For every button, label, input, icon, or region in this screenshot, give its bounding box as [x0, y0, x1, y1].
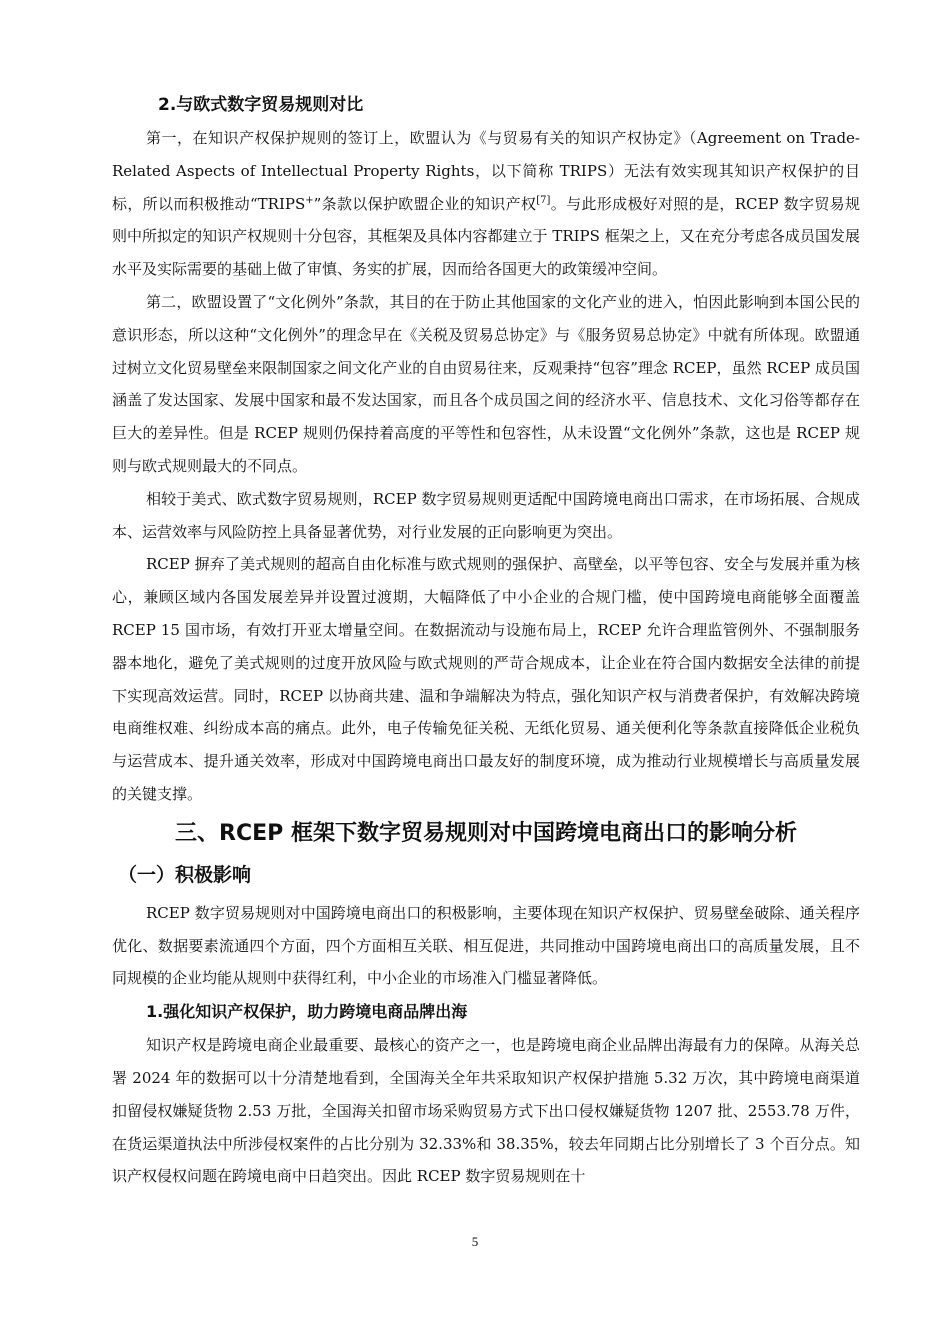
citation-7: [7]	[536, 194, 551, 206]
page-content	[112, 90, 860, 1193]
paragraph-ip-text-start: 第一，在知识产权保护规则的签订上，欧盟认为《与贸易有关的知识产权协定》（Agreement on Trade-Related Aspects of Intellectual Property Rights，以下简称 TRIPS）无法有效实现其知识产权保护的目标，所以而积极推动“TRIPS	[112, 129, 860, 213]
item-heading-ip-protection: 1.强化知识产权保护，助力跨境电商品牌出海	[146, 1002, 468, 1022]
paragraph-ip-protection	[112, 122, 860, 286]
paragraph-ip-text-middle: ”条款以保护欧盟企业的知识产权	[313, 194, 537, 213]
trips-plus-superscript: +	[305, 194, 314, 206]
paragraph-ip-text-end: 。与此形成极好对照的是，RCEP 数字贸易规则中所拟定的知识产权规则十分包容，其框架及具体内容都建立于 TRIPS 框架之上，又在充分考虑各成员国发展水平及实际需要的基础上做了审慎、务实的扩展，因而给各国更大的政策缓冲空间。	[112, 194, 860, 279]
subsection-heading-positive-impact: （一）积极影响	[118, 863, 252, 886]
paragraph-ip-data: 知识产权是跨境电商企业最重要、最核心的资产之一，也是跨境电商企业品牌出海最有力的保障。从海关总署 2024 年的数据可以十分清楚地看到，全国海关全年共采取知识产权保护措施 5.32 万次，其中跨境电商渠道扣留侵权嫌疑货物 2.53 万批，全国海关扣留市场采购贸易方式下出口侵权嫌疑货物 1207 批、2553.78 万件，在货运渠道执法中所涉侵权案件的占比分别为 32.33%和 38.35%，较去年同期占比分别增长了 3 个百分点。知识产权侵权问题在跨境电商中日趋突出。因此 RCEP 数字贸易规则在十	[112, 1036, 860, 1186]
paragraph-positive-impact-overview: RCEP 数字贸易规则对中国跨境电商出口的积极影响，主要体现在知识产权保护、贸易壁垒破除、通关程序优化、数据要素流通四个方面，四个方面相互关联、相互促进，共同推动中国跨境电商出口的高质量发展，且不同规模的企业均能从规则中获得红利，中小企业的市场准入门槛显著降低。	[112, 903, 860, 988]
chapter-heading-impact-analysis: 三、RCEP 框架下数字贸易规则对中国跨境电商出口的影响分析	[175, 820, 797, 846]
section-heading-eu-comparison: 2.与欧式数字贸易规则对比	[158, 95, 364, 115]
paragraph-rcep-advantage-summary: 相较于美式、欧式数字贸易规则，RCEP 数字贸易规则更适配中国跨境电商出口需求，在市场拓展、合规成本、运营效率与风险防控上具备显著优势，对行业发展的正向影响更为突出。	[112, 489, 860, 541]
page-number: 5	[471, 1234, 479, 1249]
paragraph-cultural-exception: 第二，欧盟设置了“文化例外”条款，其目的在于防止其他国家的文化产业的进入，怕因此影响到本国公民的意识形态，所以这种“文化例外”的理念早在《关税及贸易总协定》与《服务贸易总协定》中就有所体现。欧盟通过树立文化贸易壁垒来限制国家之间文化产业的自由贸易往来，反观秉持“包容”理念 RCEP，虽然 RCEP 成员国涵盖了发达国家、发展中国家和最不发达国家，而且各个成员国之间的经济水平、信息技术、文化习俗等都存在巨大的差异性。但是 RCEP 规则仍保持着高度的平等性和包容性，从未设置“文化例外”条款，这也是 RCEP 规则与欧式规则最大的不同点。	[112, 292, 860, 475]
paragraph-rcep-advantage-detail: RCEP 摒弃了美式规则的超高自由化标准与欧式规则的强保护、高壁垒，以平等包容、安全与发展并重为核心，兼顾区域内各国发展差异并设置过渡期，大幅降低了中小企业的合规门槛，使中国跨境电商能够全面覆盖 RCEP 15 国市场，有效打开亚太增量空间。在数据流动与设施布局上，RCEP 允许合理监管例外、不强制服务器本地化，避免了美式规则的过度开放风险与欧式规则的严苛合规成本，让企业在符合国内数据安全法律的前提下实现高效运营。同时，RCEP 以协商共建、温和争端解决为特点，强化知识产权与消费者保护，有效解决跨境电商维权难、纠纷成本高的痛点。此外，电子传输免征关税、无纸化贸易、通关便利化等条款直接降低企业税负与运营成本、提升通关效率，形成对中国跨境电商出口最友好的制度环境，成为推动行业规模增长与高质量发展的关键支撑。	[112, 555, 860, 803]
